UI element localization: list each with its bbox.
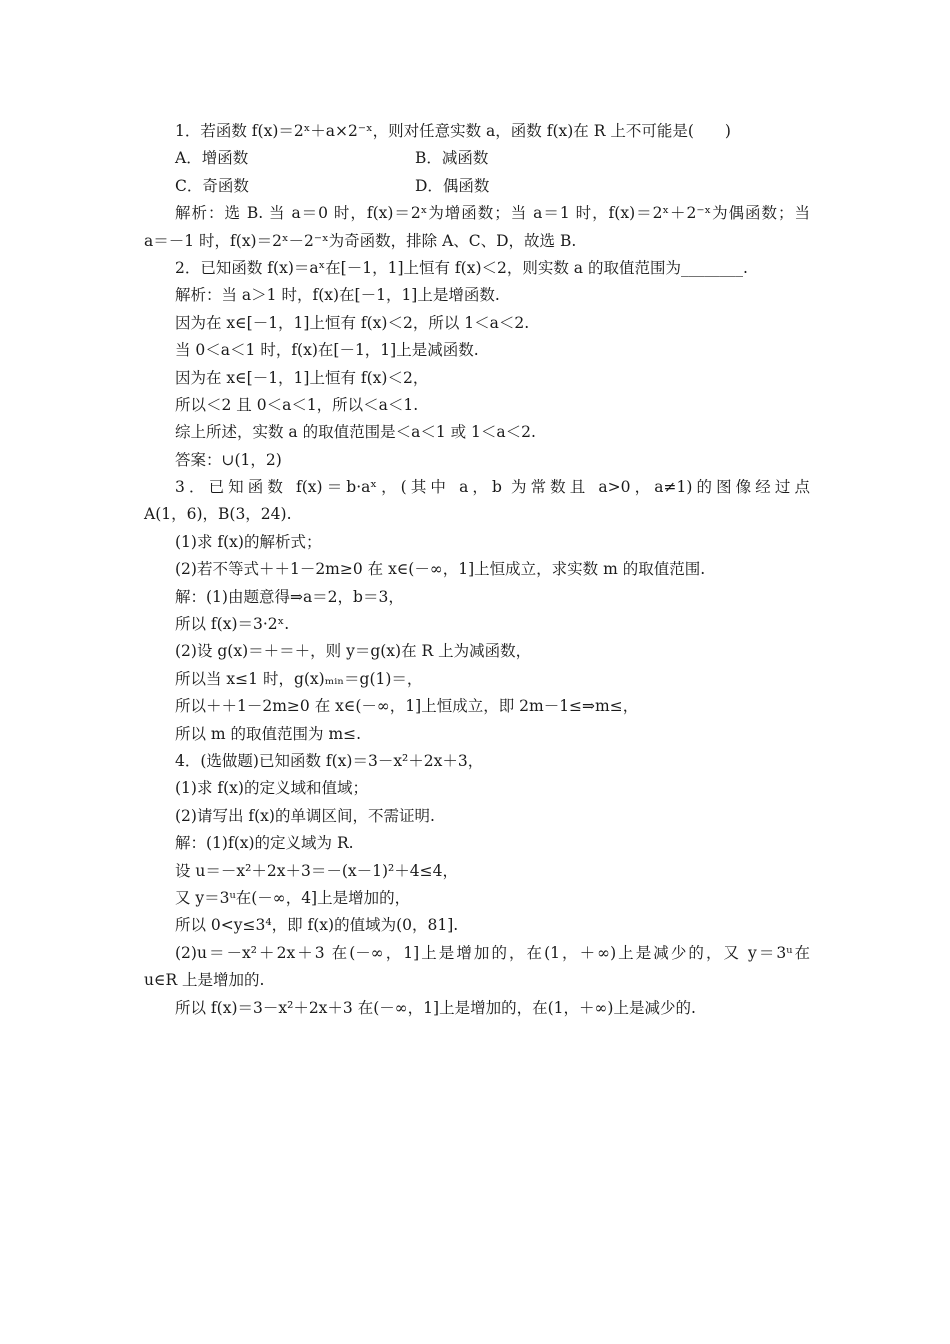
q4-solution-line-2: 设 u＝－x²＋2x＋3＝－(x－1)²＋4≤4， bbox=[175, 861, 458, 880]
q4-stem: 4．(选做题)已知函数 f(x)＝3－x²＋2x＋3， bbox=[175, 751, 484, 770]
q4-part-2: (2)请写出 f(x)的单调区间，不需证明. bbox=[175, 806, 435, 825]
q1-analysis-line-2: a＝－1 时，f(x)＝2ˣ－2⁻ˣ为奇函数，排除 A、C、D，故选 B. bbox=[144, 231, 577, 250]
q3-stem-line-1: 3．已知函数 f(x)＝b·aˣ，(其中 a，b 为常数且 a>0，a≠1)的图像经过点 bbox=[175, 478, 810, 497]
q3-solution-line-2: 所以 f(x)＝3·2ˣ. bbox=[175, 615, 290, 634]
q3-solution-line-4: 所以当 x≤1 时，g(x)ₘᵢₙ＝g(1)＝， bbox=[175, 669, 423, 688]
q2-analysis-line-2: 因为在 x∈[－1，1]上恒有 f(x)＜2，所以 1＜a＜2. bbox=[175, 313, 530, 332]
q1-analysis-line-1: 解析：选 B. 当 a＝0 时，f(x)＝2ˣ为增函数；当 a＝1 时，f(x)＝2ˣ＋2⁻ˣ为偶函数；当 bbox=[175, 204, 810, 223]
q4-solution-line-4: 所以 0<y≤3⁴，即 f(x)的值域为(0，81]. bbox=[175, 916, 459, 935]
q2-answer: 答案：∪(1，2) bbox=[175, 450, 282, 469]
q1-options-ab bbox=[144, 145, 810, 172]
q3-solution-line-1: 解：(1)由题意得⇒a＝2，b＝3， bbox=[175, 587, 404, 606]
q2-analysis-line-5: 所以＜2 且 0＜a＜1，所以＜a＜1. bbox=[175, 395, 419, 414]
q4-solution-line-5: (2)u＝－x²＋2x＋3 在(－∞，1]上是增加的，在(1，＋∞)上是减少的，又 y＝3ᵘ在 bbox=[175, 943, 810, 962]
q1-options-cd bbox=[144, 173, 810, 200]
q2-stem: 2．已知函数 f(x)＝aˣ在[－1，1]上恒有 f(x)＜2，则实数 a 的取值范围为________. bbox=[175, 258, 748, 277]
q1-option-c: C．奇函数 bbox=[175, 176, 249, 195]
q2-analysis-line-6: 综上所述，实数 a 的取值范围是＜a＜1 或 1＜a＜2. bbox=[175, 423, 536, 442]
q3-stem-line-2: A(1，6)，B(3，24). bbox=[144, 505, 292, 524]
q4-solution-line-3: 又 y＝3ᵘ在(－∞，4]上是增加的， bbox=[175, 888, 411, 907]
q2-analysis-line-4: 因为在 x∈[－1，1]上恒有 f(x)＜2， bbox=[175, 368, 429, 387]
document-body bbox=[144, 118, 810, 1022]
q1-option-d: D．偶函数 bbox=[415, 176, 490, 195]
q4-part-1: (1)求 f(x)的定义域和值域； bbox=[175, 779, 368, 798]
q1-stem: 1．若函数 f(x)＝2ˣ＋a×2⁻ˣ，则对任意实数 a，函数 f(x)在 R 上不可能是( ) bbox=[175, 122, 731, 140]
q4-solution-line-6: u∈R 上是增加的. bbox=[144, 971, 265, 990]
q3-solution-line-3: (2)设 g(x)＝＋＝＋，则 y＝g(x)在 R 上为减函数， bbox=[175, 642, 532, 661]
q4-solution-line-7: 所以 f(x)＝3－x²＋2x＋3 在(－∞，1]上是增加的，在(1，＋∞)上是减少的. bbox=[175, 998, 696, 1017]
q4-solution-line-1: 解：(1)f(x)的定义域为 R. bbox=[175, 834, 354, 853]
q3-solution-line-5: 所以＋＋1－2m≥0 在 x∈(－∞，1]上恒成立，即 2m－1≤⇒m≤， bbox=[175, 697, 639, 716]
q3-part-1: (1)求 f(x)的解析式； bbox=[175, 532, 322, 551]
q2-analysis-line-3: 当 0＜a＜1 时，f(x)在[－1，1]上是减函数. bbox=[175, 341, 479, 360]
q1-option-b: B．减函数 bbox=[415, 149, 489, 168]
q2-analysis-line-1: 解析：当 a＞1 时，f(x)在[－1，1]上是增函数. bbox=[175, 286, 500, 305]
q3-solution-line-6: 所以 m 的取值范围为 m≤. bbox=[175, 724, 362, 743]
q1-option-a: A．增函数 bbox=[175, 149, 249, 168]
q3-part-2: (2)若不等式＋＋1－2m≥0 在 x∈(－∞，1]上恒成立，求实数 m 的取值范围. bbox=[175, 560, 706, 579]
